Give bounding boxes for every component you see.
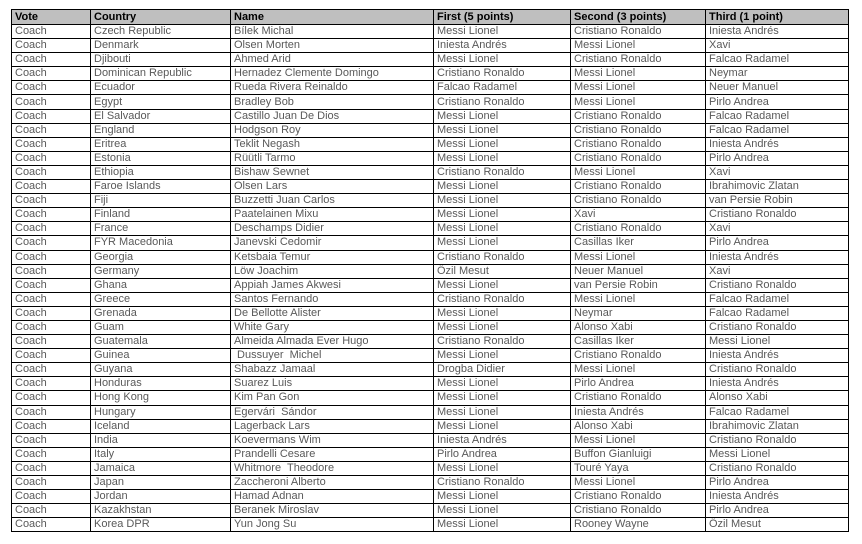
country-cell: Honduras [91, 377, 231, 391]
third-vote-cell: Cristiano Ronaldo [706, 363, 849, 377]
country-cell: El Salvador [91, 109, 231, 123]
country-cell: Faroe Islands [91, 180, 231, 194]
third-vote-cell: Xavi [706, 165, 849, 179]
country-cell: Eritrea [91, 137, 231, 151]
second-vote-cell: Messi Lionel [571, 67, 706, 81]
second-vote-cell: Alonso Xabi [571, 320, 706, 334]
name-cell: Whitmore Theodore [231, 461, 434, 475]
third-vote-cell: Messi Lionel [706, 447, 849, 461]
second-vote-cell: Cristiano Ronaldo [571, 504, 706, 518]
table-row [12, 419, 849, 433]
third-vote-cell: Falcao Radamel [706, 123, 849, 137]
table-row [12, 476, 849, 490]
third-vote-cell: Neuer Manuel [706, 81, 849, 95]
second-vote-cell: Rooney Wayne [571, 518, 706, 532]
third-vote-cell: van Persie Robin [706, 194, 849, 208]
vote-cell: Coach [12, 377, 91, 391]
first-vote-cell: Messi Lionel [434, 504, 571, 518]
vote-cell: Coach [12, 490, 91, 504]
vote-cell: Coach [12, 320, 91, 334]
first-vote-cell: Falcao Radamel [434, 81, 571, 95]
third-vote-cell: Cristiano Ronaldo [706, 320, 849, 334]
name-cell: Prandelli Cesare [231, 447, 434, 461]
table-row [12, 292, 849, 306]
table-row [12, 236, 849, 250]
ballon-dor-votes-table [11, 9, 849, 532]
vote-cell: Coach [12, 236, 91, 250]
name-cell: Beranek Miroslav [231, 504, 434, 518]
table-row [12, 490, 849, 504]
vote-cell: Coach [12, 123, 91, 137]
country-cell: Italy [91, 447, 231, 461]
second-vote-cell: Messi Lionel [571, 476, 706, 490]
vote-cell: Coach [12, 194, 91, 208]
third-vote-cell: Xavi [706, 222, 849, 236]
name-cell: Hodgson Roy [231, 123, 434, 137]
first-vote-cell: Messi Lionel [434, 194, 571, 208]
table-row [12, 518, 849, 532]
second-vote-cell: Messi Lionel [571, 81, 706, 95]
name-cell: Castillo Juan De Dios [231, 109, 434, 123]
country-cell: Georgia [91, 250, 231, 264]
first-vote-cell: Cristiano Ronaldo [434, 67, 571, 81]
second-vote-cell: Cristiano Ronaldo [571, 194, 706, 208]
name-cell: Buzzetti Juan Carlos [231, 194, 434, 208]
table-row [12, 165, 849, 179]
table-row [12, 335, 849, 349]
vote-cell: Coach [12, 53, 91, 67]
second-vote-cell: Alonso Xabi [571, 419, 706, 433]
country-cell: England [91, 123, 231, 137]
third-vote-cell: Pirlo Andrea [706, 504, 849, 518]
table-row [12, 278, 849, 292]
second-vote-cell: Xavi [571, 208, 706, 222]
third-vote-cell: Falcao Radamel [706, 306, 849, 320]
name-cell: Rueda Rivera Reinaldo [231, 81, 434, 95]
country-cell: Denmark [91, 39, 231, 53]
first-vote-cell: Iniesta Andrés [434, 39, 571, 53]
vote-cell: Coach [12, 306, 91, 320]
name-cell: Paatelainen Mixu [231, 208, 434, 222]
second-vote-cell: Neuer Manuel [571, 264, 706, 278]
country-cell: Iceland [91, 419, 231, 433]
name-cell: Koevermans Wim [231, 433, 434, 447]
vote-cell: Coach [12, 264, 91, 278]
country-cell: Guatemala [91, 335, 231, 349]
first-vote-cell: Özil Mesut [434, 264, 571, 278]
country-cell: Guyana [91, 363, 231, 377]
table-row [12, 349, 849, 363]
vote-cell: Coach [12, 433, 91, 447]
table-row [12, 405, 849, 419]
name-cell: Suarez Luis [231, 377, 434, 391]
name-cell: White Gary [231, 320, 434, 334]
third-vote-cell: Iniesta Andrés [706, 349, 849, 363]
second-vote-cell: Messi Lionel [571, 95, 706, 109]
table-row [12, 264, 849, 278]
vote-cell: Coach [12, 25, 91, 39]
country-cell: Ghana [91, 278, 231, 292]
name-cell: Deschamps Didier [231, 222, 434, 236]
second-vote-cell: Cristiano Ronaldo [571, 137, 706, 151]
country-cell: Estonia [91, 151, 231, 165]
vote-cell: Coach [12, 137, 91, 151]
name-cell: De Bellotte Alister [231, 306, 434, 320]
second-vote-cell: Cristiano Ronaldo [571, 53, 706, 67]
first-vote-cell: Messi Lionel [434, 25, 571, 39]
second-vote-cell: van Persie Robin [571, 278, 706, 292]
column-header-first: First (5 points) [434, 10, 571, 25]
first-vote-cell: Messi Lionel [434, 419, 571, 433]
vote-cell: Coach [12, 504, 91, 518]
vote-cell: Coach [12, 476, 91, 490]
column-header-name: Name [231, 10, 434, 25]
country-cell: Egypt [91, 95, 231, 109]
table-row [12, 363, 849, 377]
second-vote-cell: Messi Lionel [571, 433, 706, 447]
header-row [12, 10, 849, 25]
table-row [12, 320, 849, 334]
table-row [12, 109, 849, 123]
name-cell: Löw Joachim [231, 264, 434, 278]
country-cell: Jordan [91, 490, 231, 504]
table-row [12, 447, 849, 461]
table-row [12, 306, 849, 320]
column-header-third: Third (1 point) [706, 10, 849, 25]
second-vote-cell: Iniesta Andrés [571, 405, 706, 419]
first-vote-cell: Messi Lionel [434, 349, 571, 363]
first-vote-cell: Cristiano Ronaldo [434, 335, 571, 349]
table-row [12, 433, 849, 447]
name-cell: Zaccheroni Alberto [231, 476, 434, 490]
country-cell: Japan [91, 476, 231, 490]
name-cell: Appiah James Akwesi [231, 278, 434, 292]
table-row [12, 53, 849, 67]
name-cell: Teklit Negash [231, 137, 434, 151]
vote-cell: Coach [12, 419, 91, 433]
first-vote-cell: Pirlo Andrea [434, 447, 571, 461]
name-cell: Hamad Adnan [231, 490, 434, 504]
third-vote-cell: Ibrahimovic Zlatan [706, 180, 849, 194]
first-vote-cell: Messi Lionel [434, 306, 571, 320]
name-cell: Almeida Almada Ever Hugo [231, 335, 434, 349]
first-vote-cell: Messi Lionel [434, 208, 571, 222]
second-vote-cell: Touré Yaya [571, 461, 706, 475]
third-vote-cell: Xavi [706, 39, 849, 53]
name-cell: Hernadez Clemente Domingo [231, 67, 434, 81]
vote-cell: Coach [12, 208, 91, 222]
name-cell: Shabazz Jamaal [231, 363, 434, 377]
second-vote-cell: Casillas Iker [571, 236, 706, 250]
name-cell: Olsen Morten [231, 39, 434, 53]
country-cell: France [91, 222, 231, 236]
vote-cell: Coach [12, 165, 91, 179]
third-vote-cell: Iniesta Andrés [706, 25, 849, 39]
table-row [12, 81, 849, 95]
third-vote-cell: Iniesta Andrés [706, 490, 849, 504]
table-row [12, 391, 849, 405]
third-vote-cell: Pirlo Andrea [706, 476, 849, 490]
third-vote-cell: Iniesta Andrés [706, 377, 849, 391]
third-vote-cell: Messi Lionel [706, 335, 849, 349]
vote-cell: Coach [12, 405, 91, 419]
vote-cell: Coach [12, 292, 91, 306]
vote-cell: Coach [12, 349, 91, 363]
first-vote-cell: Messi Lionel [434, 123, 571, 137]
country-cell: India [91, 433, 231, 447]
third-vote-cell: Cristiano Ronaldo [706, 461, 849, 475]
first-vote-cell: Messi Lionel [434, 391, 571, 405]
first-vote-cell: Messi Lionel [434, 377, 571, 391]
third-vote-cell: Cristiano Ronaldo [706, 433, 849, 447]
second-vote-cell: Cristiano Ronaldo [571, 490, 706, 504]
first-vote-cell: Messi Lionel [434, 278, 571, 292]
first-vote-cell: Drogba Didier [434, 363, 571, 377]
third-vote-cell: Ibrahimovic Zlatan [706, 419, 849, 433]
country-cell: Czech Republic [91, 25, 231, 39]
vote-cell: Coach [12, 109, 91, 123]
name-cell: Ketsbaia Temur [231, 250, 434, 264]
vote-cell: Coach [12, 39, 91, 53]
third-vote-cell: Falcao Radamel [706, 405, 849, 419]
first-vote-cell: Messi Lionel [434, 53, 571, 67]
vote-cell: Coach [12, 278, 91, 292]
country-cell: Dominican Republic [91, 67, 231, 81]
vote-cell: Coach [12, 81, 91, 95]
country-cell: Kazakhstan [91, 504, 231, 518]
column-header-vote: Vote [12, 10, 91, 25]
country-cell: Guinea [91, 349, 231, 363]
country-cell: Hungary [91, 405, 231, 419]
table-row [12, 151, 849, 165]
table-row [12, 25, 849, 39]
third-vote-cell: Özil Mesut [706, 518, 849, 532]
name-cell: Olsen Lars [231, 180, 434, 194]
vote-cell: Coach [12, 151, 91, 165]
third-vote-cell: Alonso Xabi [706, 391, 849, 405]
country-cell: Djibouti [91, 53, 231, 67]
first-vote-cell: Cristiano Ronaldo [434, 165, 571, 179]
second-vote-cell: Cristiano Ronaldo [571, 151, 706, 165]
country-cell: Germany [91, 264, 231, 278]
name-cell: Egervári Sándor [231, 405, 434, 419]
first-vote-cell: Messi Lionel [434, 236, 571, 250]
name-cell: Lagerback Lars [231, 419, 434, 433]
second-vote-cell: Neymar [571, 306, 706, 320]
third-vote-cell: Falcao Radamel [706, 53, 849, 67]
first-vote-cell: Messi Lionel [434, 222, 571, 236]
country-cell: Ethiopia [91, 165, 231, 179]
second-vote-cell: Pirlo Andrea [571, 377, 706, 391]
country-cell: Ecuador [91, 81, 231, 95]
country-cell: Fiji [91, 194, 231, 208]
country-cell: Jamaica [91, 461, 231, 475]
table-row [12, 208, 849, 222]
table-row [12, 194, 849, 208]
second-vote-cell: Cristiano Ronaldo [571, 25, 706, 39]
second-vote-cell: Cristiano Ronaldo [571, 180, 706, 194]
vote-cell: Coach [12, 250, 91, 264]
table-row [12, 180, 849, 194]
third-vote-cell: Pirlo Andrea [706, 95, 849, 109]
vote-cell: Coach [12, 447, 91, 461]
first-vote-cell: Messi Lionel [434, 109, 571, 123]
country-cell: FYR Macedonia [91, 236, 231, 250]
third-vote-cell: Falcao Radamel [706, 109, 849, 123]
third-vote-cell: Neymar [706, 67, 849, 81]
second-vote-cell: Messi Lionel [571, 165, 706, 179]
second-vote-cell: Buffon Gianluigi [571, 447, 706, 461]
vote-cell: Coach [12, 95, 91, 109]
vote-cell: Coach [12, 461, 91, 475]
second-vote-cell: Messi Lionel [571, 250, 706, 264]
country-cell: Korea DPR [91, 518, 231, 532]
table-row [12, 123, 849, 137]
table-row [12, 137, 849, 151]
first-vote-cell: Messi Lionel [434, 490, 571, 504]
vote-cell: Coach [12, 67, 91, 81]
first-vote-cell: Messi Lionel [434, 461, 571, 475]
third-vote-cell: Cristiano Ronaldo [706, 208, 849, 222]
table-row [12, 461, 849, 475]
country-cell: Greece [91, 292, 231, 306]
vote-cell: Coach [12, 363, 91, 377]
third-vote-cell: Cristiano Ronaldo [706, 278, 849, 292]
first-vote-cell: Iniesta Andrés [434, 433, 571, 447]
first-vote-cell: Messi Lionel [434, 180, 571, 194]
table-row [12, 67, 849, 81]
column-header-second: Second (3 points) [571, 10, 706, 25]
country-cell: Hong Kong [91, 391, 231, 405]
name-cell: Dussuyer Michel [231, 349, 434, 363]
name-cell: Bílek Michal [231, 25, 434, 39]
second-vote-cell: Cristiano Ronaldo [571, 123, 706, 137]
table-body [12, 25, 849, 532]
third-vote-cell: Pirlo Andrea [706, 236, 849, 250]
country-cell: Grenada [91, 306, 231, 320]
second-vote-cell: Casillas Iker [571, 335, 706, 349]
table-row [12, 222, 849, 236]
name-cell: Kim Pan Gon [231, 391, 434, 405]
country-cell: Guam [91, 320, 231, 334]
first-vote-cell: Messi Lionel [434, 518, 571, 532]
name-cell: Bishaw Sewnet [231, 165, 434, 179]
first-vote-cell: Messi Lionel [434, 320, 571, 334]
first-vote-cell: Cristiano Ronaldo [434, 95, 571, 109]
second-vote-cell: Cristiano Ronaldo [571, 222, 706, 236]
third-vote-cell: Falcao Radamel [706, 292, 849, 306]
first-vote-cell: Cristiano Ronaldo [434, 292, 571, 306]
vote-cell: Coach [12, 518, 91, 532]
vote-cell: Coach [12, 335, 91, 349]
name-cell: Yun Jong Su [231, 518, 434, 532]
second-vote-cell: Cristiano Ronaldo [571, 109, 706, 123]
vote-cell: Coach [12, 222, 91, 236]
first-vote-cell: Messi Lionel [434, 405, 571, 419]
name-cell: Janevski Cedomir [231, 236, 434, 250]
name-cell: Ahmed Arid [231, 53, 434, 67]
name-cell: Santos Fernando [231, 292, 434, 306]
second-vote-cell: Messi Lionel [571, 363, 706, 377]
second-vote-cell: Messi Lionel [571, 39, 706, 53]
third-vote-cell: Pirlo Andrea [706, 151, 849, 165]
table-row [12, 250, 849, 264]
table-row [12, 377, 849, 391]
vote-cell: Coach [12, 180, 91, 194]
table-row [12, 95, 849, 109]
first-vote-cell: Messi Lionel [434, 137, 571, 151]
name-cell: Bradley Bob [231, 95, 434, 109]
column-header-country: Country [91, 10, 231, 25]
country-cell: Finland [91, 208, 231, 222]
first-vote-cell: Cristiano Ronaldo [434, 250, 571, 264]
first-vote-cell: Messi Lionel [434, 151, 571, 165]
third-vote-cell: Xavi [706, 264, 849, 278]
name-cell: Rüütli Tarmo [231, 151, 434, 165]
third-vote-cell: Iniesta Andrés [706, 137, 849, 151]
table-row [12, 504, 849, 518]
second-vote-cell: Cristiano Ronaldo [571, 391, 706, 405]
table-row [12, 39, 849, 53]
second-vote-cell: Messi Lionel [571, 292, 706, 306]
vote-cell: Coach [12, 391, 91, 405]
first-vote-cell: Cristiano Ronaldo [434, 476, 571, 490]
third-vote-cell: Iniesta Andrés [706, 250, 849, 264]
second-vote-cell: Cristiano Ronaldo [571, 349, 706, 363]
